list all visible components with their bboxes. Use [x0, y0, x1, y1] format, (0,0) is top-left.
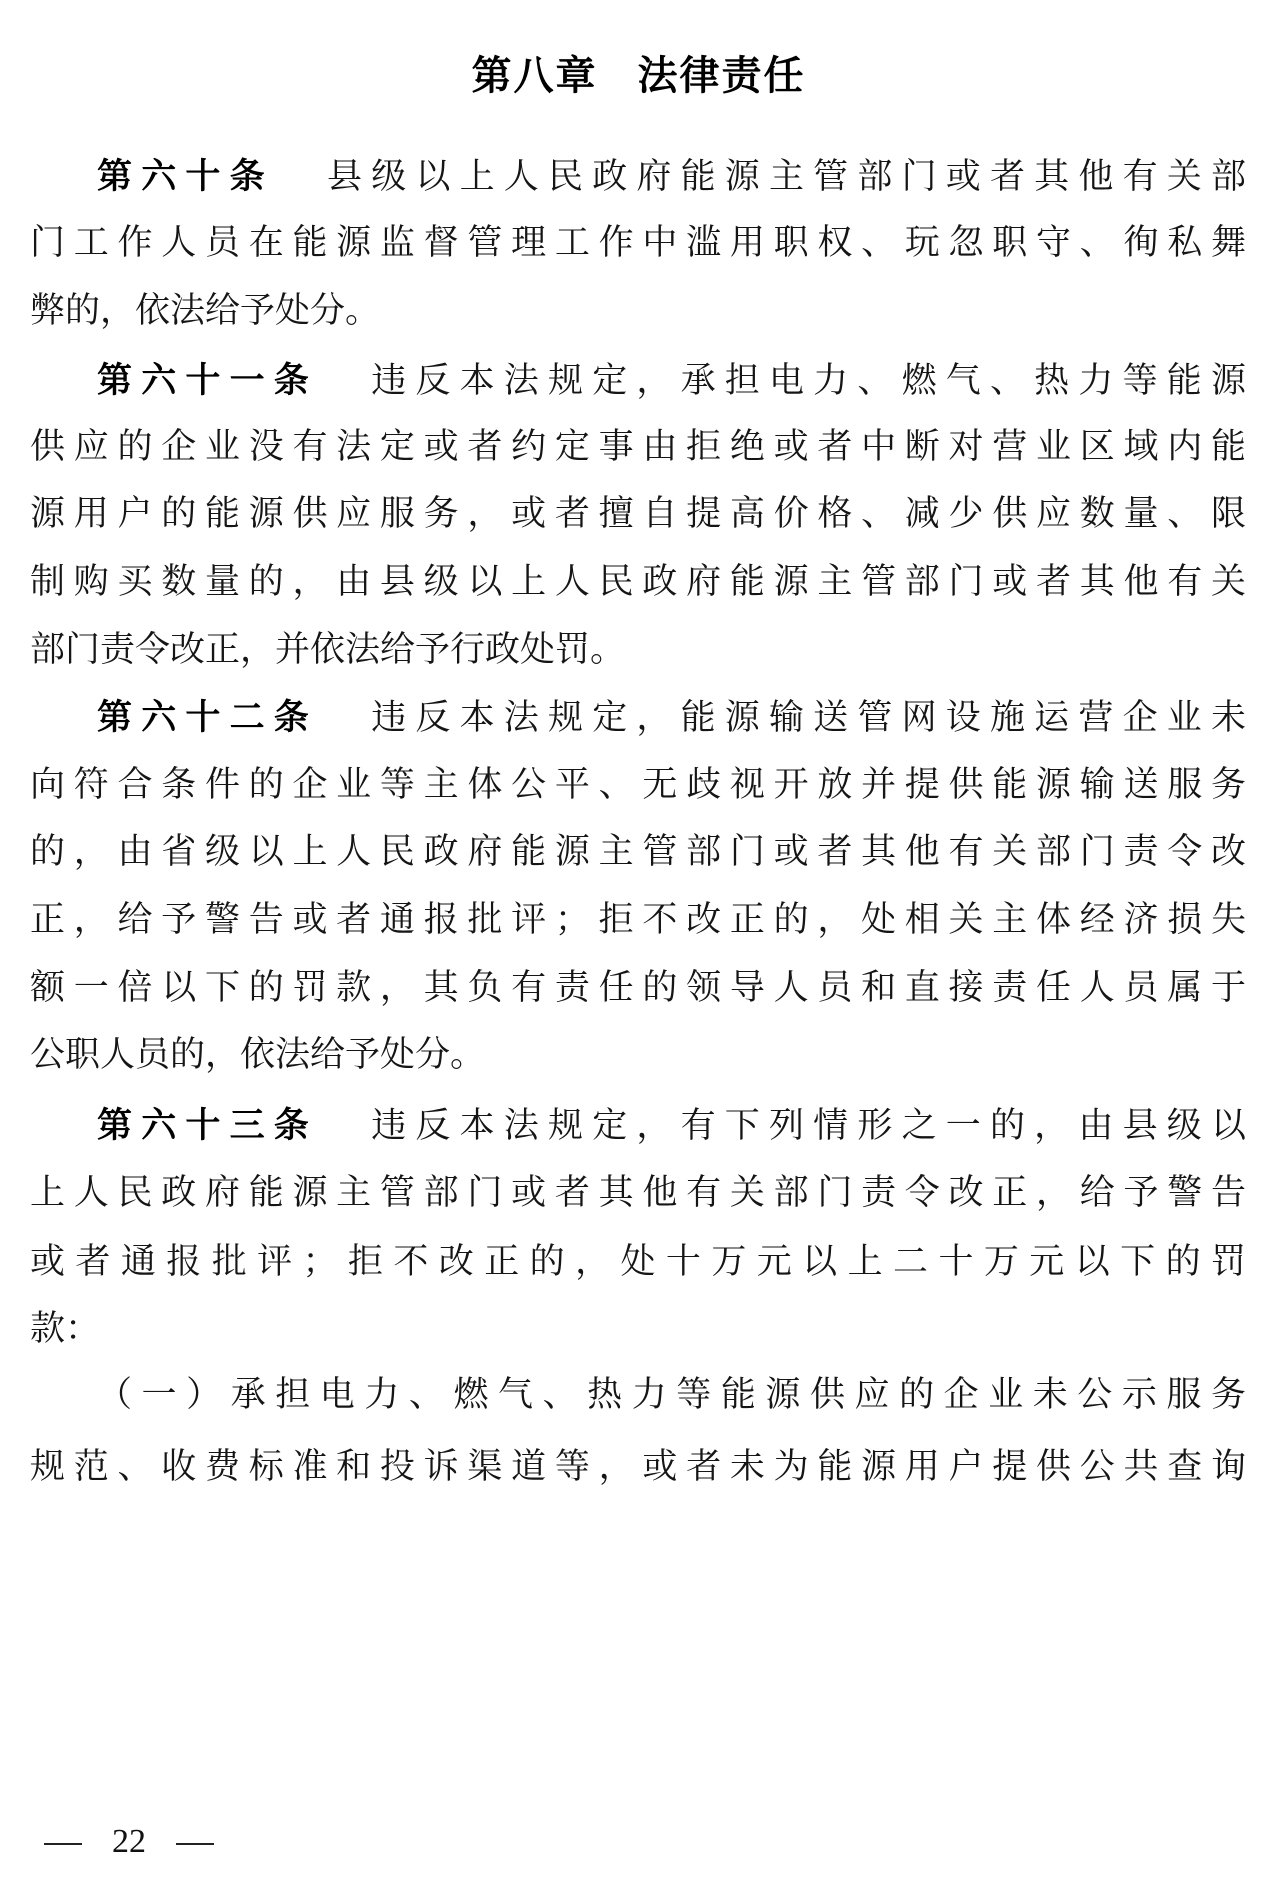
article-61-line-3: 源用户的能源供应服务，或者擅自提高价格、减少供应数量、限	[30, 494, 1246, 534]
article-61-line-4: 制购买数量的，由县级以上人民政府能源主管部门或者其他有关	[30, 562, 1246, 602]
page-number-dash-right	[176, 1843, 214, 1845]
article-60-line-1: 第六十条 县级以上人民政府能源主管部门或者其他有关部	[97, 157, 1246, 197]
article-60-label: 第六十条	[97, 157, 274, 197]
page-number-value: 22	[112, 1823, 146, 1860]
article-62-line-4: 正，给予警告或者通报批评；拒不改正的，处相关主体经济损失	[30, 900, 1246, 940]
chapter-title	[0, 52, 1277, 100]
article-61-line-1: 第六十一条 违反本法规定，承担电力、燃气、热力等能源	[97, 361, 1246, 401]
article-62-line-3: 的，由省级以上人民政府能源主管部门或者其他有关部门责令改	[30, 832, 1246, 872]
item-1-line-2: 规范、收费标准和投诉渠道等，或者未为能源用户提供公共查询	[30, 1447, 1246, 1487]
article-63-label: 第六十三条	[97, 1106, 318, 1146]
article-63-line-4: 款：	[30, 1309, 101, 1349]
article-62-label: 第六十二条	[97, 698, 318, 738]
page-number-dash-left	[44, 1843, 82, 1845]
article-60-line-2: 门工作人员在能源监督管理工作中滥用职权、玩忽职守、徇私舞	[30, 223, 1246, 263]
article-63-line-2: 上人民政府能源主管部门或者其他有关部门责令改正，给予警告	[30, 1173, 1246, 1213]
article-61-label: 第六十一条	[97, 361, 318, 401]
chapter-number: 第八章	[471, 52, 598, 99]
article-63-line-3: 或者通报批评；拒不改正的，处十万元以上二十万元以下的罚	[30, 1242, 1246, 1282]
item-1-line-1: （一）承担电力、燃气、热力等能源供应的企业未公示服务	[97, 1375, 1246, 1415]
article-62-line-2: 向符合条件的企业等主体公平、无歧视开放并提供能源输送服务	[30, 765, 1246, 805]
article-60-line-3: 弊的，依法给予处分。	[30, 291, 381, 331]
chapter-name: 法律责任	[637, 52, 806, 99]
article-62-line-1: 第六十二条 违反本法规定，能源输送管网设施运营企业未	[97, 698, 1246, 738]
article-62-line-5: 额一倍以下的罚款，其负有责任的领导人员和直接责任人员属于	[30, 968, 1246, 1008]
article-62-line-6: 公职人员的，依法给予处分。	[30, 1035, 486, 1075]
page-number	[44, 1822, 214, 1862]
article-63-line-1: 第六十三条 违反本法规定，有下列情形之一的，由县级以	[97, 1106, 1246, 1146]
article-61-line-2: 供应的企业没有法定或者约定事由拒绝或者中断对营业区域内能	[30, 427, 1246, 467]
article-61-line-5: 部门责令改正，并依法给予行政处罚。	[30, 630, 626, 670]
